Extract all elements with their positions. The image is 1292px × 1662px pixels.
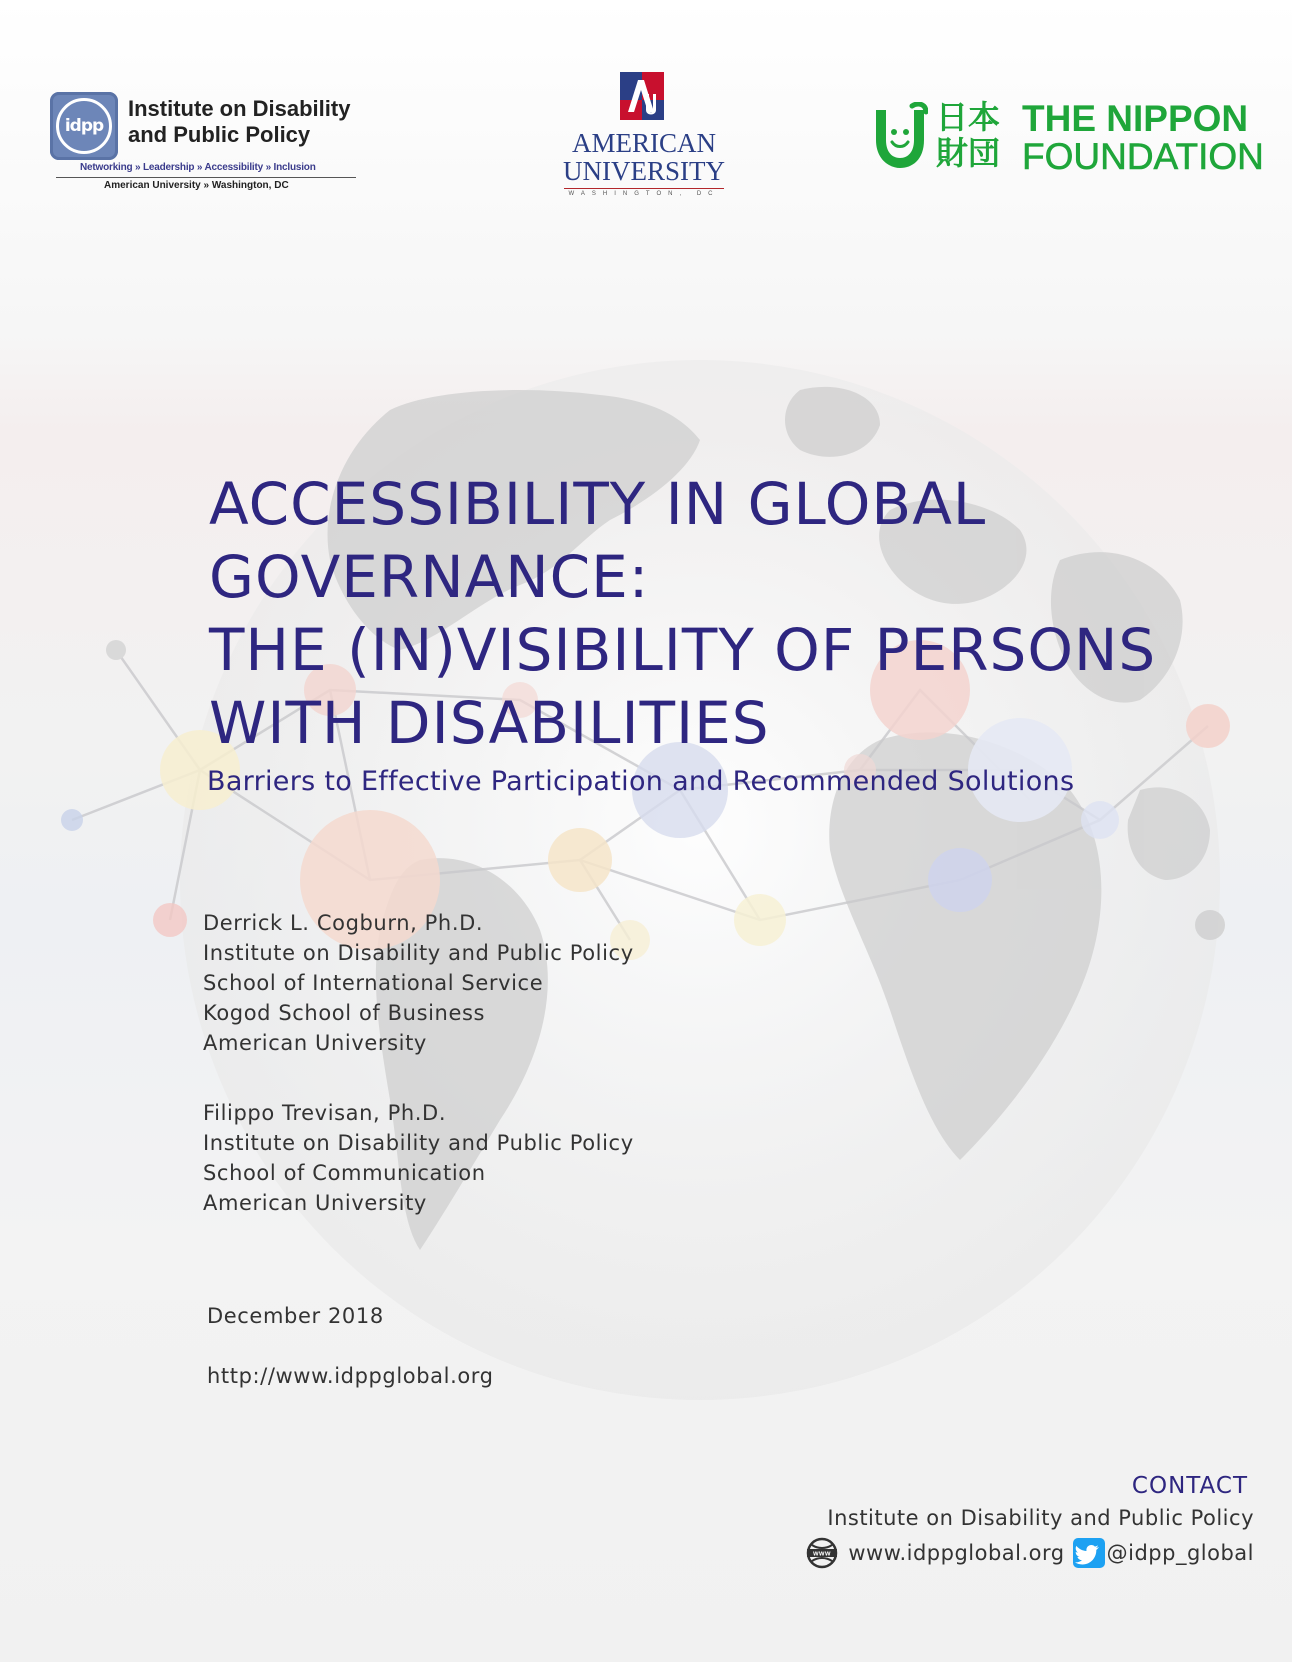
nippon-foundation-logo <box>872 98 1264 178</box>
title-line: THE (IN)VISIBILITY OF PERSONS <box>209 616 1157 684</box>
report-title <box>209 468 1209 760</box>
author-affiliation: Institute on Disability and Public Policy <box>203 1131 634 1155</box>
idpp-badge-text: idpp <box>56 98 112 154</box>
nippon-kanji-line2: 財団 <box>936 134 1001 172</box>
au-name-line2: UNIVERSITY <box>563 156 725 186</box>
idpp-logo <box>48 92 368 192</box>
contact-twitter[interactable]: @idpp_global <box>1106 1541 1254 1565</box>
author-name: Derrick L. Cogburn, Ph.D. <box>203 911 484 935</box>
author-affiliation: Kogod School of Business <box>203 1001 486 1025</box>
au-divider <box>564 188 724 189</box>
idpp-name-line1: Institute on Disability <box>128 96 351 121</box>
author-name: Filippo Trevisan, Ph.D. <box>203 1101 447 1125</box>
title-line: ACCESSIBILITY IN GLOBAL <box>209 470 987 538</box>
contact-heading: CONTACT <box>1131 1473 1248 1499</box>
author-block <box>203 908 634 1058</box>
contact-website[interactable]: www.idppglobal.org <box>848 1541 1065 1565</box>
publication-date: December 2018 <box>207 1304 384 1328</box>
report-subtitle: Barriers to Effective Participation and Recommended Solutions <box>207 766 1075 797</box>
idpp-location: American University » Washington, DC <box>104 180 289 191</box>
contact-links <box>654 1534 1254 1572</box>
twitter-bird-icon <box>1073 1538 1105 1568</box>
author-affiliation: School of International Service <box>203 971 544 995</box>
idpp-name-line2: and Public Policy <box>128 122 311 147</box>
author-affiliation: American University <box>203 1191 427 1215</box>
nippon-name-line2: FOUNDATION <box>1022 136 1264 177</box>
contact-organization: Institute on Disability and Public Policy <box>827 1506 1254 1530</box>
idpp-badge-icon <box>50 92 118 160</box>
american-university-logo <box>560 70 728 200</box>
nippon-smile-icon <box>872 102 928 170</box>
au-emblem-icon <box>620 72 664 120</box>
author-affiliation: American University <box>203 1031 427 1055</box>
author-block <box>203 1098 634 1218</box>
author-affiliation: Institute on Disability and Public Policy <box>203 941 634 965</box>
website-link[interactable]: http://www.idppglobal.org <box>207 1364 494 1388</box>
nippon-kanji-line1: 日本 <box>936 98 1001 136</box>
au-name-line1: AMERICAN <box>571 128 716 158</box>
idpp-tagline: Networking » Leadership » Accessibility » Inclusion <box>80 162 316 173</box>
au-city: WASHINGTON, DC <box>568 191 720 197</box>
svg-text:www: www <box>813 1550 832 1558</box>
www-globe-icon <box>806 1537 838 1569</box>
author-affiliation: School of Communication <box>203 1161 486 1185</box>
contact-block <box>654 1470 1254 1572</box>
idpp-divider <box>56 177 356 178</box>
nippon-name-line1: THE NIPPON <box>1022 98 1249 139</box>
title-line: GOVERNANCE: <box>209 543 650 611</box>
title-line: WITH DISABILITIES <box>209 689 770 757</box>
